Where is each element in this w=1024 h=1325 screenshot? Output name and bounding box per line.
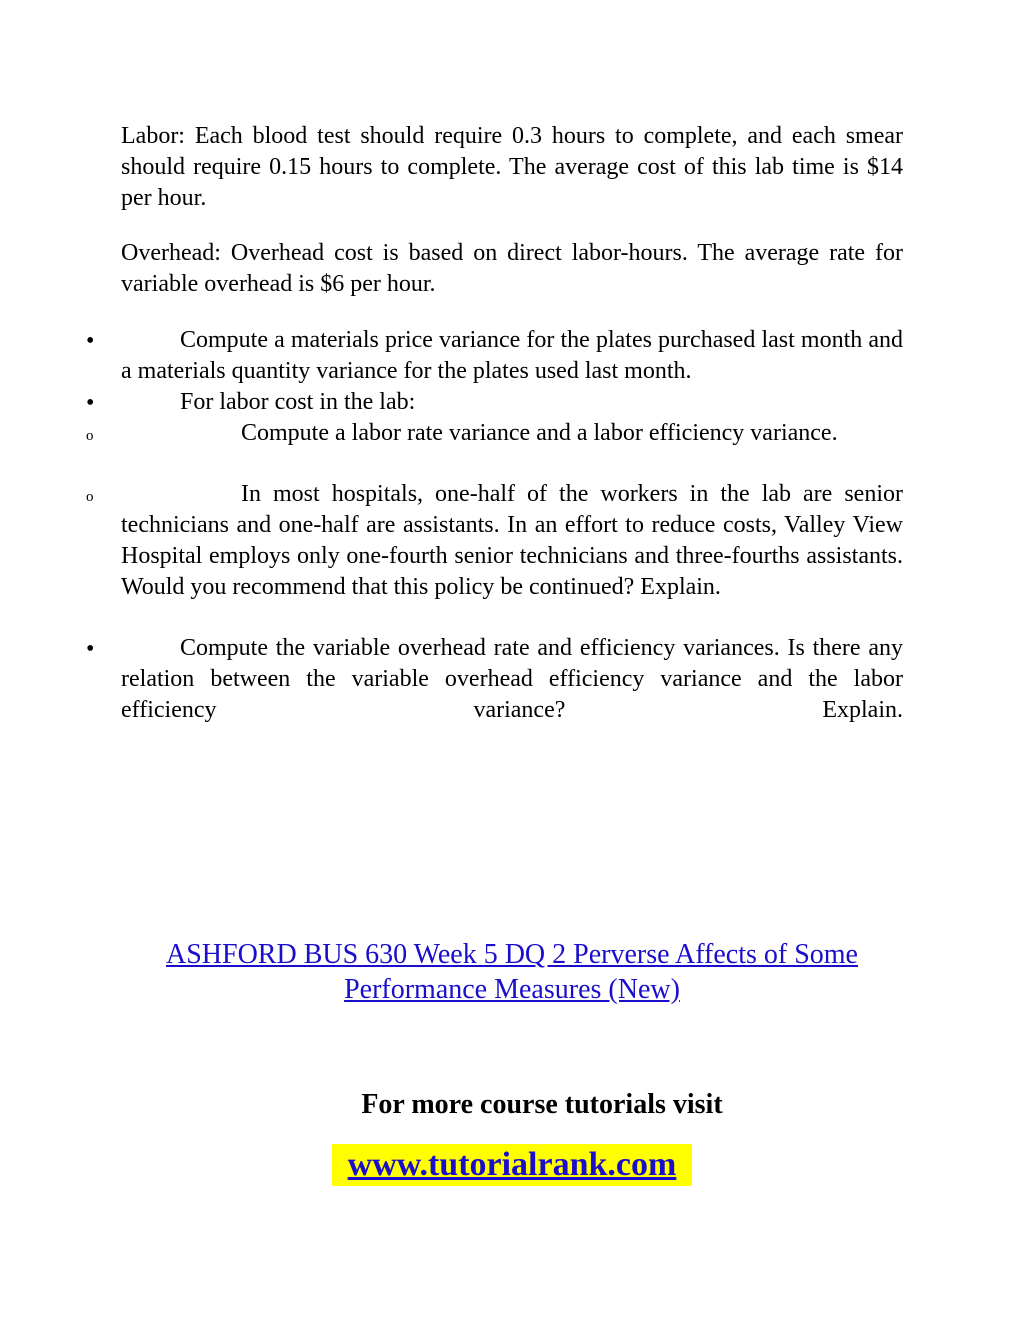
sub-bullet-icon: o	[86, 428, 94, 444]
sub-list-item-text: In most hospitals, one-half of the workers in the lab are senior technicians and one-half are assistants. In an effort to reduce costs, Valley View Hospital employs only one-fourth senior technicians and three-fourths assistants. Would you recommend that this policy be continued? Explain.	[121, 481, 903, 600]
website-highlight	[332, 1144, 692, 1186]
list-item	[121, 387, 903, 418]
list-item-text: Compute a materials price variance for the plates purchased last month and a materials quantity variance for the plates used last month.	[121, 327, 903, 384]
list-item-text: For labor cost in the lab:	[180, 389, 416, 415]
sub-bullet-icon: o	[86, 489, 94, 505]
list-item	[121, 633, 903, 726]
website-link[interactable]: www.tutorialrank.com	[347, 1146, 677, 1183]
bullet-icon: •	[86, 328, 95, 354]
sub-list-item	[121, 479, 903, 603]
visit-heading: For more course tutorials visit	[361, 1089, 723, 1120]
list-item-text: Compute the variable overhead rate and efficiency variances. Is there any relation between the variable overhead efficiency variance and the labor efficiency variance? Explain.	[121, 635, 903, 723]
overhead-paragraph: Overhead: Overhead cost is based on direct labor-hours. The average rate for variable overhead is $6 per hour.	[121, 240, 903, 297]
bullet-icon: •	[86, 390, 95, 416]
course-title-link[interactable]: ASHFORD BUS 630 Week 5 DQ 2 Perverse Affects of Some Performance Measures (New)	[165, 939, 858, 1005]
sub-list-item	[121, 418, 903, 449]
bullet-icon: •	[86, 636, 95, 662]
sub-list-item-text: Compute a labor rate variance and a labor efficiency variance.	[241, 420, 838, 446]
list-item	[121, 325, 903, 387]
labor-paragraph: Labor: Each blood test should require 0.3 hours to complete, and each smear should require 0.15 hours to complete. The average cost of this lab time is $14 per hour.	[121, 123, 903, 211]
